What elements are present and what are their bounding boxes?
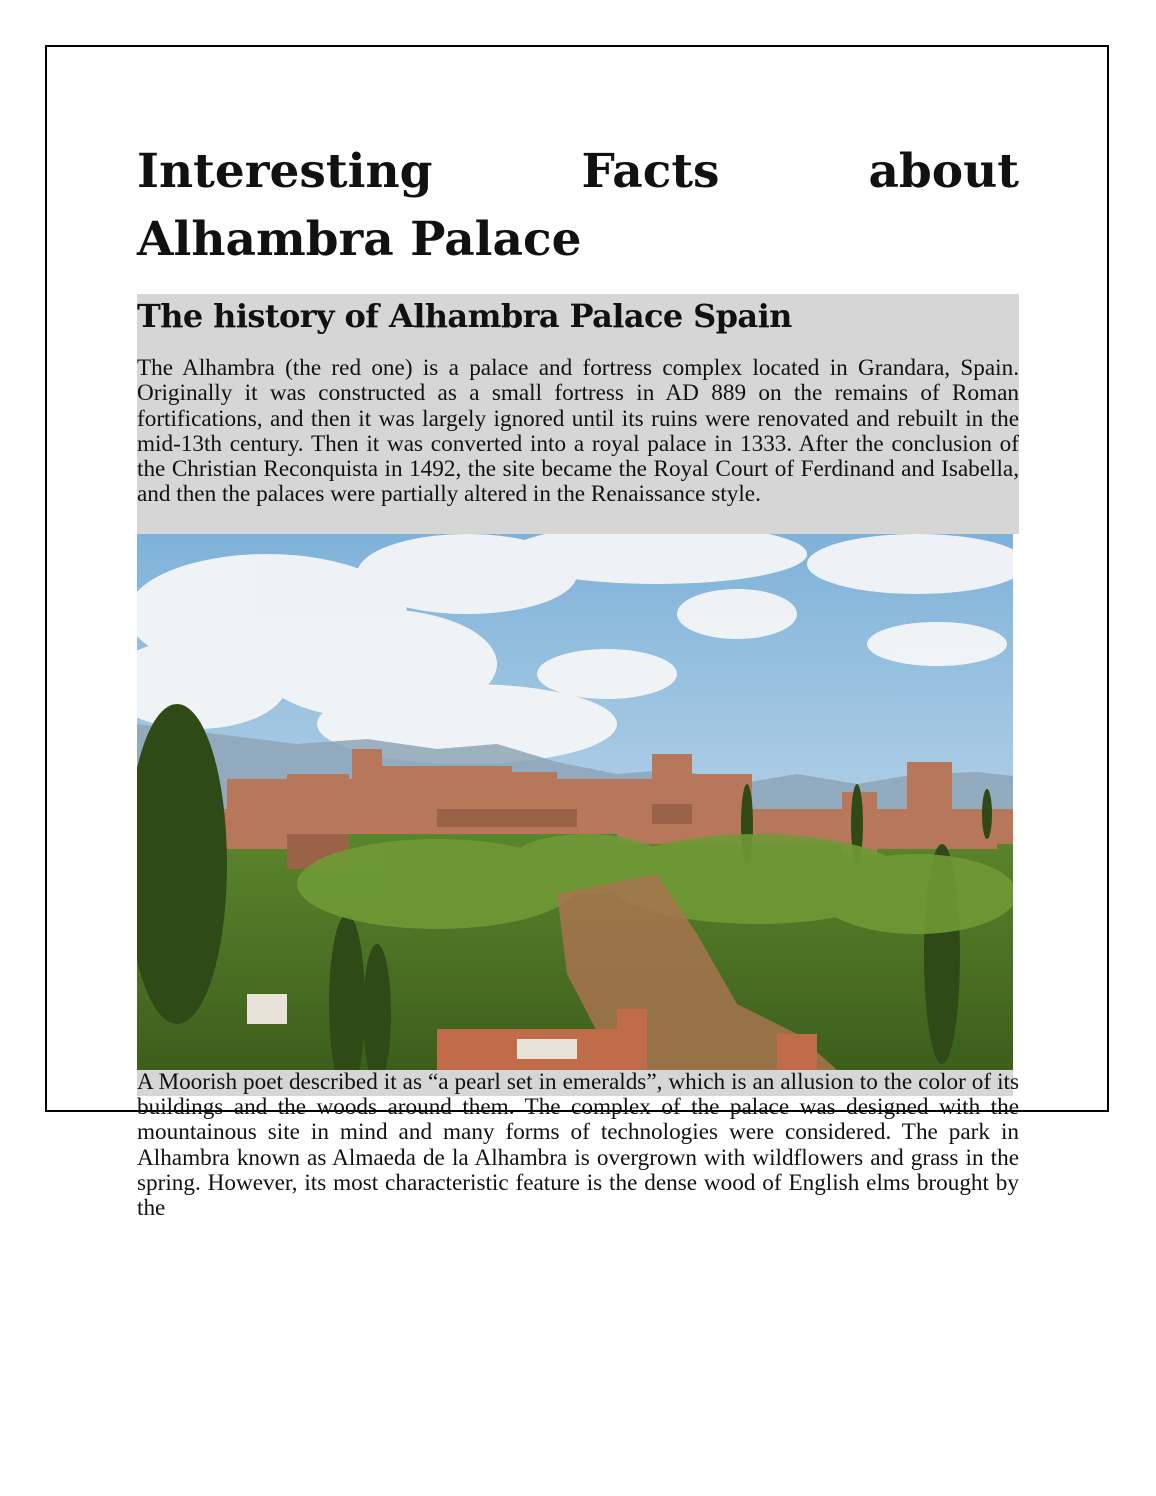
document-content xyxy=(137,138,1019,1222)
alhambra-photo xyxy=(137,534,1013,1070)
highlighted-section xyxy=(137,294,1019,534)
section-heading: The history of Alhambra Palace Spain xyxy=(137,297,792,335)
caption-section xyxy=(137,1070,1019,1222)
description-paragraph: A Moorish poet described it as “a pearl set in emeralds”, which is an allusion to the color of its buildings and the woods around them. The complex of the palace was designed with the mountainous site in mind and many forms of technologies were considered. The park in Alhambra known as Almaeda de la Alhambra is overgrown with wildflowers and grass in the spring. However, its most characteristic feature is the dense wood of English elms brought by the xyxy=(137,1068,1019,1222)
history-paragraph: The Alhambra (the red one) is a palace and fortress complex located in Grandara, Spain. Originally it was constructed as a small fortress in AD 889 on the remains of Roman fortifications, and then it was largely ignored until its ruins were renovated and rebuilt in the mid-13th century. Then it was converted into a royal palace in 1333. After the conclusion of the Christian Reconquista in 1492, the site became the Royal Court of Ferdinand and Isabella, and then the palaces were partially altered in the Renaissance style. xyxy=(137,355,1019,508)
page-title: Interesting Facts about Alhambra Palace xyxy=(137,144,1019,267)
